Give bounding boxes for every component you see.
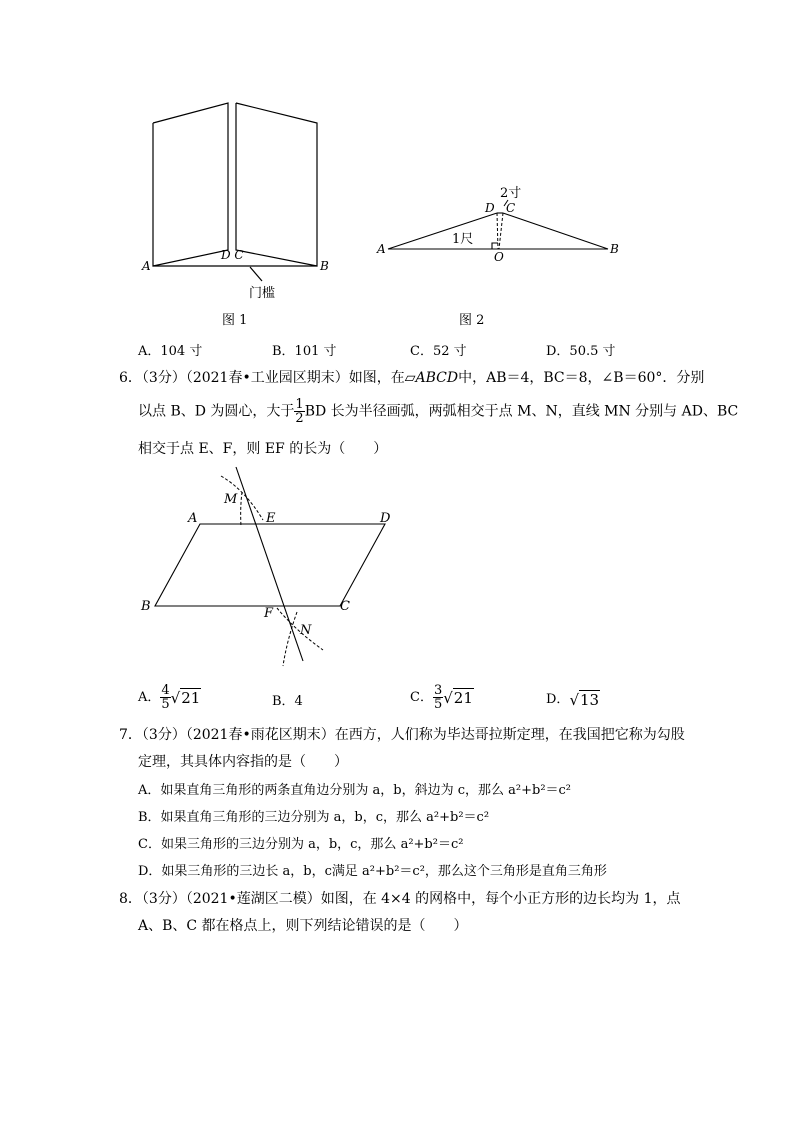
fig2-label-c: C bbox=[506, 201, 516, 215]
q6-prefix: 6．（3分）（2021春•工业园区期末）如图，在 bbox=[119, 370, 405, 386]
fig2-label-o: O bbox=[494, 250, 504, 264]
q7-line-2: 定理，其具体内容指的是（ ） bbox=[138, 754, 348, 770]
fig2-one-chi-label: 1尺 bbox=[452, 232, 474, 247]
q6-half-fraction: $\frac{1}{2}$ bbox=[295, 397, 304, 426]
q6-option-c-sqrt: √21 bbox=[443, 688, 473, 707]
fig2-label-a: A bbox=[377, 242, 386, 256]
fig2-label-b: B bbox=[610, 242, 619, 256]
q5-option-a: A．104 寸 bbox=[138, 344, 203, 359]
q7-option-d: D．如果三角形的三边长 a，b，c满足 a²+b²＝c²，那么这个三角形是直角三角形 bbox=[138, 864, 607, 879]
figure-1-door bbox=[130, 95, 360, 310]
q6-shape: ▱ABCD bbox=[404, 370, 459, 386]
q6-label-a: A bbox=[188, 511, 198, 526]
fig1-threshold-label: 门槛 bbox=[249, 286, 276, 301]
q6-line-1 bbox=[119, 367, 704, 387]
q6-label-f: F bbox=[264, 606, 274, 621]
q6-option-a-sqrt: √21 bbox=[170, 688, 201, 707]
q8-line-1: 8．（3分）（2021•莲湖区二模）如图，在 4×4 的网格中，每个小正方形的边长均为 1，点 bbox=[119, 891, 681, 907]
q7-option-b: B．如果直角三角形的三边分别为 a，b，c，那么 a²+b²＝c² bbox=[138, 810, 490, 825]
q6-line-2-b: BD 长为半径画弧，两弧相交于点 M、N，直线 MN 分别与 AD、BC bbox=[304, 403, 739, 420]
q5-option-c: C．52 寸 bbox=[410, 344, 467, 359]
fig1-label-a: A bbox=[142, 259, 151, 273]
q6-label-b: B bbox=[141, 599, 151, 614]
q6-line-2-a: 以点 B、D 为圆心，大于 bbox=[138, 403, 295, 420]
q6-option-d-sqrt: √13 bbox=[569, 690, 600, 709]
q6-parallelogram-figure bbox=[135, 462, 415, 672]
q6-option-d: D．√13 bbox=[546, 690, 600, 709]
q8-line-2: A、B、C 都在格点上，则下列结论错误的是（ ） bbox=[138, 918, 468, 934]
q5-option-b: B．101 寸 bbox=[272, 344, 337, 359]
q6-option-b: B．4 bbox=[272, 694, 303, 709]
fig1-label-dc: D C bbox=[221, 248, 244, 262]
q6-label-e: E bbox=[266, 511, 276, 526]
q5-option-d: D．50.5 寸 bbox=[546, 344, 616, 359]
q6-label-c: C bbox=[340, 599, 350, 614]
q6-line-3: 相交于点 E、F，则 EF 的长为（ ） bbox=[138, 441, 388, 457]
fig2-two-cun-label: 2寸 bbox=[500, 186, 522, 201]
q6-middle: 中， bbox=[458, 370, 487, 386]
q7-line-1: 7．（3分）（2021春•雨花区期末）在西方，人们称为毕达哥拉斯定理，在我国把它称为勾股 bbox=[119, 727, 685, 743]
fig1-label-b: B bbox=[320, 259, 329, 273]
figure-2-diagram bbox=[370, 180, 630, 265]
q6-option-a: A． $\frac{4}{5}$ √21 bbox=[138, 683, 201, 712]
figure-2-caption: 图 2 bbox=[459, 313, 485, 328]
q7-option-a: A．如果直角三角形的两条直角边分别为 a，b，斜边为 c，那么 a²+b²＝c² bbox=[138, 783, 572, 798]
q7-option-c: C．如果三角形的三边分别为 a，b，c，那么 a²+b²＝c² bbox=[138, 837, 464, 852]
q6-line-2 bbox=[138, 398, 738, 425]
q6-label-n: N bbox=[300, 623, 312, 638]
figure-1-caption: 图 1 bbox=[222, 313, 248, 328]
q6-label-m: M bbox=[224, 492, 238, 507]
q6-given: AB＝4，BC＝8，∠B＝60°．分别 bbox=[486, 370, 705, 386]
q6-option-c: C． $\frac{3}{5}$ √21 bbox=[410, 683, 473, 712]
q6-label-d: D bbox=[380, 511, 391, 526]
fig2-label-d: D bbox=[485, 201, 495, 215]
